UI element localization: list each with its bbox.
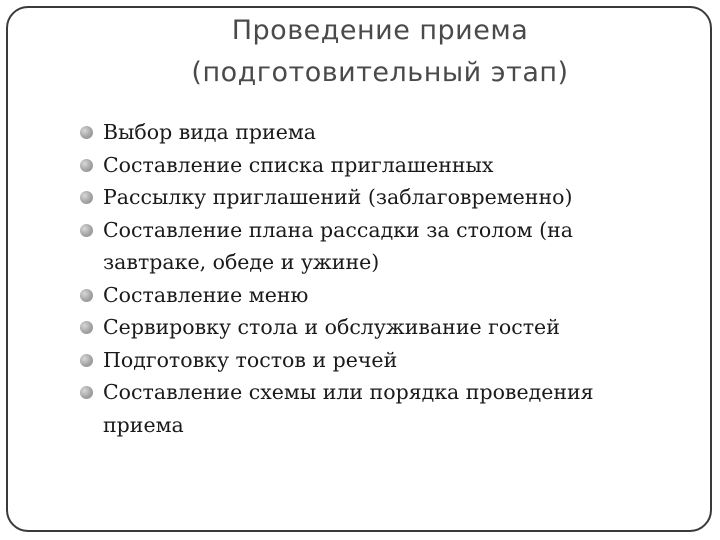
bullet-item xyxy=(80,214,680,279)
bullet-icon xyxy=(80,386,93,399)
bullet-text: Составление схемы или порядка проведения приема xyxy=(103,380,594,437)
bullet-text: Составление плана рассадки за столом (на завтраке, обеде и ужине) xyxy=(103,217,573,274)
bullet-text: Составление меню xyxy=(103,282,309,307)
bullet-item xyxy=(80,376,680,441)
bullet-item xyxy=(80,344,680,377)
bullet-icon xyxy=(80,126,93,139)
bullet-icon xyxy=(80,321,93,334)
bullet-item xyxy=(80,311,680,344)
bullet-list xyxy=(80,116,680,441)
bullet-icon xyxy=(80,224,93,237)
bullet-text: Составление списка приглашенных xyxy=(103,152,494,177)
slide-title xyxy=(40,10,720,94)
bullet-text: Выбор вида приема xyxy=(103,120,317,144)
bullet-item xyxy=(80,279,680,312)
bullet-text: Рассылку приглашений (заблаговременно) xyxy=(103,185,573,209)
bullet-item xyxy=(80,116,680,149)
bullet-icon xyxy=(80,289,93,302)
bullet-icon xyxy=(80,159,93,172)
bullet-item xyxy=(80,181,680,214)
bullet-item xyxy=(80,149,680,182)
slide-title-line-1: Проведение приема xyxy=(231,15,529,46)
bullet-icon xyxy=(80,191,93,204)
bullet-text: Сервировку стола и обслуживание гостей xyxy=(103,315,560,339)
slide-title-line-2: (подготовительный этап) xyxy=(191,57,569,88)
bullet-text: Подготовку тостов и речей xyxy=(103,347,398,372)
bullet-icon xyxy=(80,354,93,367)
